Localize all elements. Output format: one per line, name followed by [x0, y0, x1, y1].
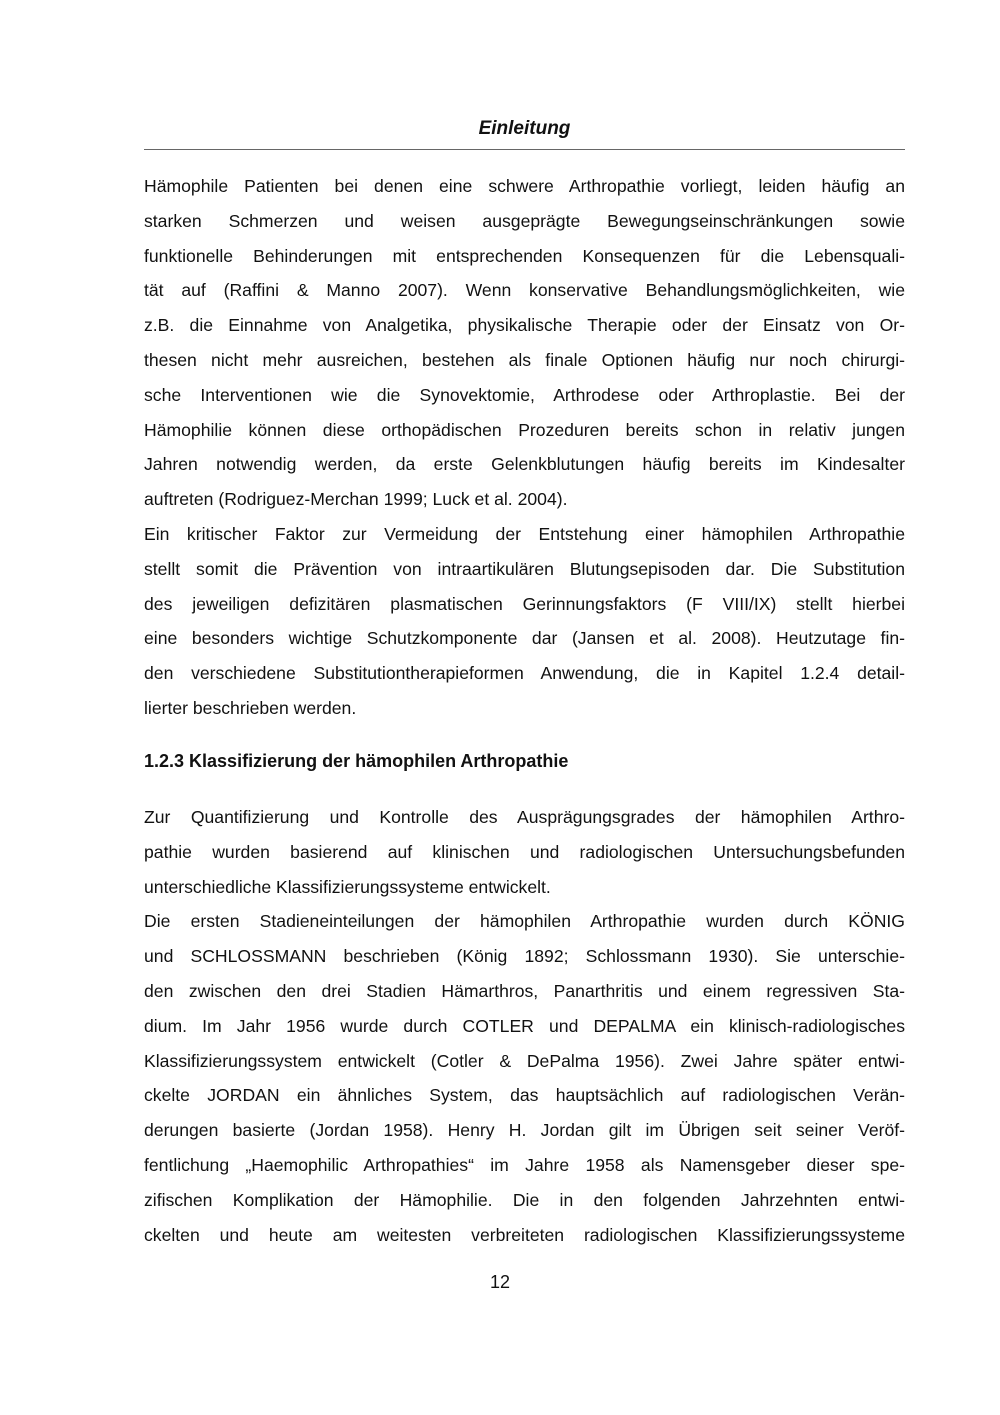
text-line: Hämophilie können diese orthopädischen Prozeduren bereits schon in relativ jungen [144, 419, 905, 440]
text-line: dium. Im Jahr 1956 wurde durch COTLER und DEPALMA ein klinisch-radiologisches [144, 1015, 905, 1036]
text-line: pathie wurden basierend auf klinischen und radiologischen Untersuchungsbefunden [144, 841, 905, 862]
text-line: lierter beschrieben werden. [144, 698, 357, 718]
header-rule [144, 149, 905, 150]
text-line: Hämophile Patienten bei denen eine schwere Arthropathie vorliegt, leiden häufig an [144, 176, 905, 196]
text-line: und SCHLOSSMANN beschrieben (König 1892; Schlossmann 1930). Sie unterschie- [144, 946, 905, 967]
text-line: ckelte JORDAN ein ähnliches System, das hauptsächlich auf radiologischen Verän- [144, 1085, 905, 1106]
text-line: funktionelle Behinderungen mit entsprechenden Konsequenzen für die Lebensquali- [144, 245, 905, 266]
text-line: ckelten und heute am weitesten verbreiteten radiologischen Klassifizierungssysteme [144, 1224, 905, 1245]
page-number: 12 [489, 1272, 511, 1292]
text-line: sche Interventionen wie die Synovektomie, Arthrodese oder Arthroplastie. Bei der [144, 384, 905, 405]
text-line: eine besonders wichtige Schutzkomponente dar (Jansen et al. 2008). Heutzutage fin- [144, 628, 905, 649]
text-line: des jeweiligen defizitären plasmatischen Gerinnungsfaktors (F VIII/IX) stellt hierbei [144, 593, 905, 614]
text-line: Klassifizierungssystem entwickelt (Cotler & DePalma 1956). Zwei Jahre später entwi- [144, 1050, 905, 1071]
text-line: auftreten (Rodriguez-Merchan 1999; Luck et al. 2004). [144, 489, 568, 510]
text-line: thesen nicht mehr ausreichen, bestehen als finale Optionen häufig nur noch chirurgi- [144, 350, 905, 370]
text-line: fentlichung „Haemophilic Arthropathies“ im Jahre 1958 als Namensgeber dieser spe- [144, 1155, 905, 1175]
text-line: Ein kritischer Faktor zur Vermeidung der Entstehung einer hämophilen Arthropathie [144, 524, 905, 544]
text-line: z.B. die Einnahme von Analgetika, physikalische Therapie oder der Einsatz von Or- [144, 315, 905, 336]
text-line: tät auf (Raffini & Manno 2007). Wenn konservative Behandlungsmöglichkeiten, wie [144, 280, 905, 301]
text-line: Jahren notwendig werden, da erste Gelenkblutungen häufig bereits im Kindesalter [144, 454, 905, 475]
text-line: den zwischen den drei Stadien Hämarthros, Panarthritis und einem regressiven Sta- [144, 981, 905, 1001]
text-line: starken Schmerzen und weisen ausgeprägte Bewegungseinschränkungen sowie [144, 210, 905, 231]
text-line: Die ersten Stadieneinteilungen der hämophilen Arthropathie wurden durch KÖNIG [144, 911, 905, 932]
text-line: zifischen Komplikation der Hämophilie. Die in den folgenden Jahrzehnten entwi- [144, 1189, 905, 1210]
text-line: den verschiedene Substitutiontherapieformen Anwendung, die in Kapitel 1.2.4 detail- [144, 663, 905, 684]
text-line: Zur Quantifizierung und Kontrolle des Ausprägungsgrades der hämophilen Arthro- [144, 807, 905, 827]
section-heading: 1.2.3 Klassifizierung der hämophilen Arthropathie [144, 751, 569, 771]
text-line: unterschiedliche Klassifizierungssysteme entwickelt. [144, 876, 551, 897]
text-line: stellt somit die Prävention von intraartikulären Blutungsepisoden dar. Die Substitution [144, 558, 905, 579]
running-header: Einleitung [478, 118, 571, 139]
text-line: derungen basierte (Jordan 1958). Henry H. Jordan gilt im Übrigen seit seiner Veröf- [144, 1120, 905, 1141]
